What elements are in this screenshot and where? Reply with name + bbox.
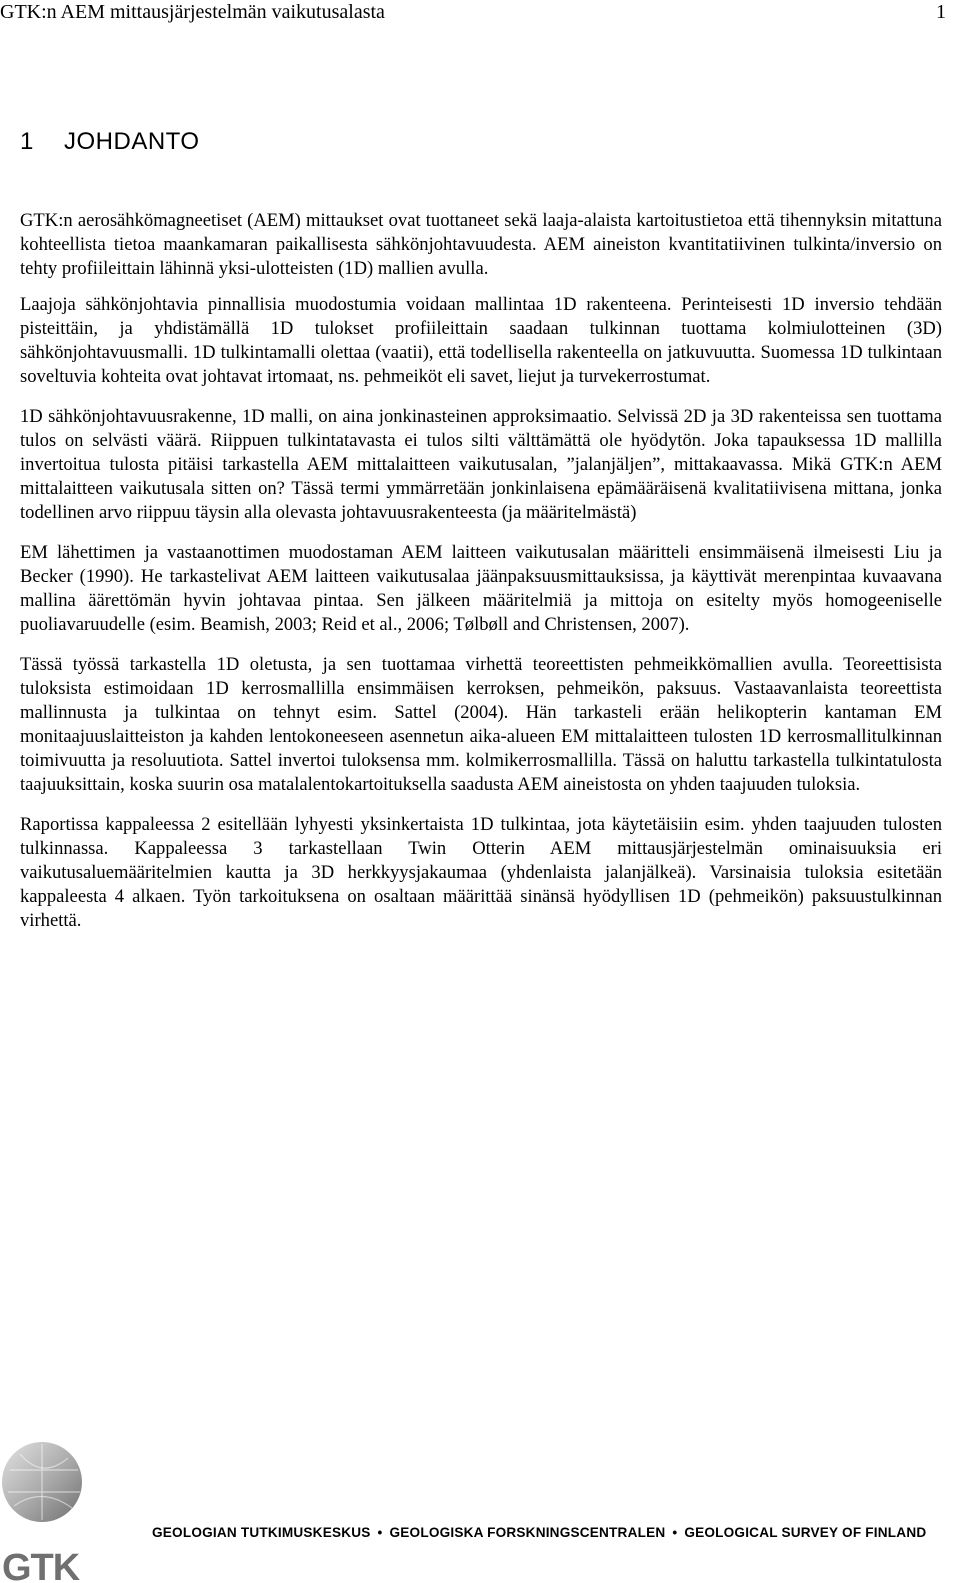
paragraph-5: Tässä työssä tarkastella 1D oletusta, ja sen tuottamaa virhettä teoreettisten pehmeikkömallien avulla. Teoreettisista tuloksista estimoidaan 1D kerrosmallilla ensimmäisen kerroksen, pehmeikön, paksuus. Vastaavanlaista teoreettista mallinnusta ja tulkintaa on tehnyt esim. Sattel (2004). Hän tarkasteli erään helikopterin kantaman EM monitaajuuslaitteiston ja kahden lentokoneeseen asennetun aika-alueen EM mittalaitteen tulosten 1D kerrosmallitulkinnan toimivuutta ja resoluutiota. Sattel invertoi tuloksensa mm. kolmikerrosmallilla. Tässä on haluttu tarkastella tulkintatulosta taajuuksittain, koska suurin osa matalalentokartoituksella saadusta AEM aineistosta on yhden taajuuden tuloksia. — [20, 654, 942, 795]
section-heading — [20, 128, 200, 156]
footer-organizations — [152, 1525, 952, 1540]
paragraph-4: EM lähettimen ja vastaanottimen muodostaman AEM laitteen vaikutusalan määritteli ensimmäisenä ilmeisesti Liu ja Becker (1990). He tarkastelivat AEM laitteen vaikutusalaa jäänpaksuusmittauksissa, ja käyttivät merenpintaa kuvaavana mallina äärettömän hyvin johtavaa pintaa. Sen jälkeen määritelmiä ja mittoja on esitelty myös homogeeniselle puoliavaruudelle (esim. Beamish, 2003; Reid et al., 2006; Tølbøll and Christensen, 2007). — [20, 542, 942, 635]
separator-bullet: • — [377, 1525, 383, 1540]
paragraph-1: GTK:n aerosähkömagneetiset (AEM) mittaukset ovat tuottaneet sekä laaja-alaista kartoitustietoa että tihennyksin mitattuna kohteellista tietoa maankamaran paikallisesta sähkönjohtavuudesta. AEM aineiston kvantitatiivinen tulkinta/inversio on tehty profiileittain lähinnä yksi-ulotteisten (1D) mallien avulla. — [20, 210, 942, 279]
org-name-sv: GEOLOGISKA FORSKNINGSCENTRALEN — [389, 1525, 666, 1540]
paragraph-6: Raportissa kappaleessa 2 esitellään lyhyesti yksinkertaista 1D tulkintaa, jota käytetäisiin esim. yhden taajuuden tulosten tulkinnassa. Kappaleessa 3 tarkastellaan Twin Otterin AEM mittausjärjestelmän ominaisuuksia eri vaikutusaluemääritelmien kautta ja 3D herkkyysjakaumaa (yhdenlaista jalanjälkeä). Varsinaisia tuloksia esitetään kappaleesta 4 alkaen. Työn tarkoituksena on osaltaan määrittää sinänsä hyödyllisen 1D (pehmeikön) paksuustulkinnan virhettä. — [20, 814, 942, 931]
section-number: 1 — [20, 128, 34, 155]
page-header — [0, 0, 960, 30]
paragraph-2: Laajoja sähkönjohtavia pinnallisia muodostumia voidaan mallintaa 1D rakenteena. Perinteisesti 1D inversio tehdään pisteittäin, ja yhdistämällä 1D tulokset profiileittain saadaan tulkinnan tuottama kolmiulotteinen (3D) sähkönjohtavuusmalli. 1D tulkintamalli olettaa (vaatii), että todellisella rakenteella on jatkuvuutta. Suomessa 1D tulkintaan soveltuvia kohteita ovat johtavat irtomaat, ns. pehmeiköt eli savet, liejut ja turvekerrostumat. — [20, 294, 942, 387]
separator-bullet: • — [672, 1525, 678, 1540]
page-number: 1 — [936, 1, 946, 23]
org-name-fi: GEOLOGIAN TUTKIMUSKESKUS — [152, 1525, 371, 1540]
org-name-en: GEOLOGICAL SURVEY OF FINLAND — [684, 1525, 927, 1540]
paragraph-3: 1D sähkönjohtavuusrakenne, 1D malli, on aina jonkinasteinen approksimaatio. Selvissä 2D ja 3D rakenteissa sen tuottama tulos on selvästi väärä. Riippuen tulkintatavasta ei tulos silti välttämättä ole hyödytön. Joka tapauksessa 1D mallilla invertoitua tulosta pitäisi tarkastella AEM mittalaitteen vaikutusalan, ”jalanjäljen”, mittakaavassa. Mikä GTK:n AEM mittalaitteen vaikutusala sitten on? Tässä termi ymmärretään jonkinlaisena epämääräisenä kvalitatiivisena mittana, jonka todellinen arvo riippuu täysin alla olevasta johtavuusrakenteesta (ja määritelmästä) — [20, 406, 942, 523]
logo-wordmark: GTK — [2, 1547, 80, 1583]
page-footer — [0, 1440, 960, 1583]
gtk-logo — [0, 1440, 110, 1583]
section-title: JOHDANTO — [64, 128, 200, 155]
body-text — [20, 209, 942, 949]
running-title: GTK:n AEM mittausjärjestelmän vaikutusalasta — [0, 1, 385, 23]
